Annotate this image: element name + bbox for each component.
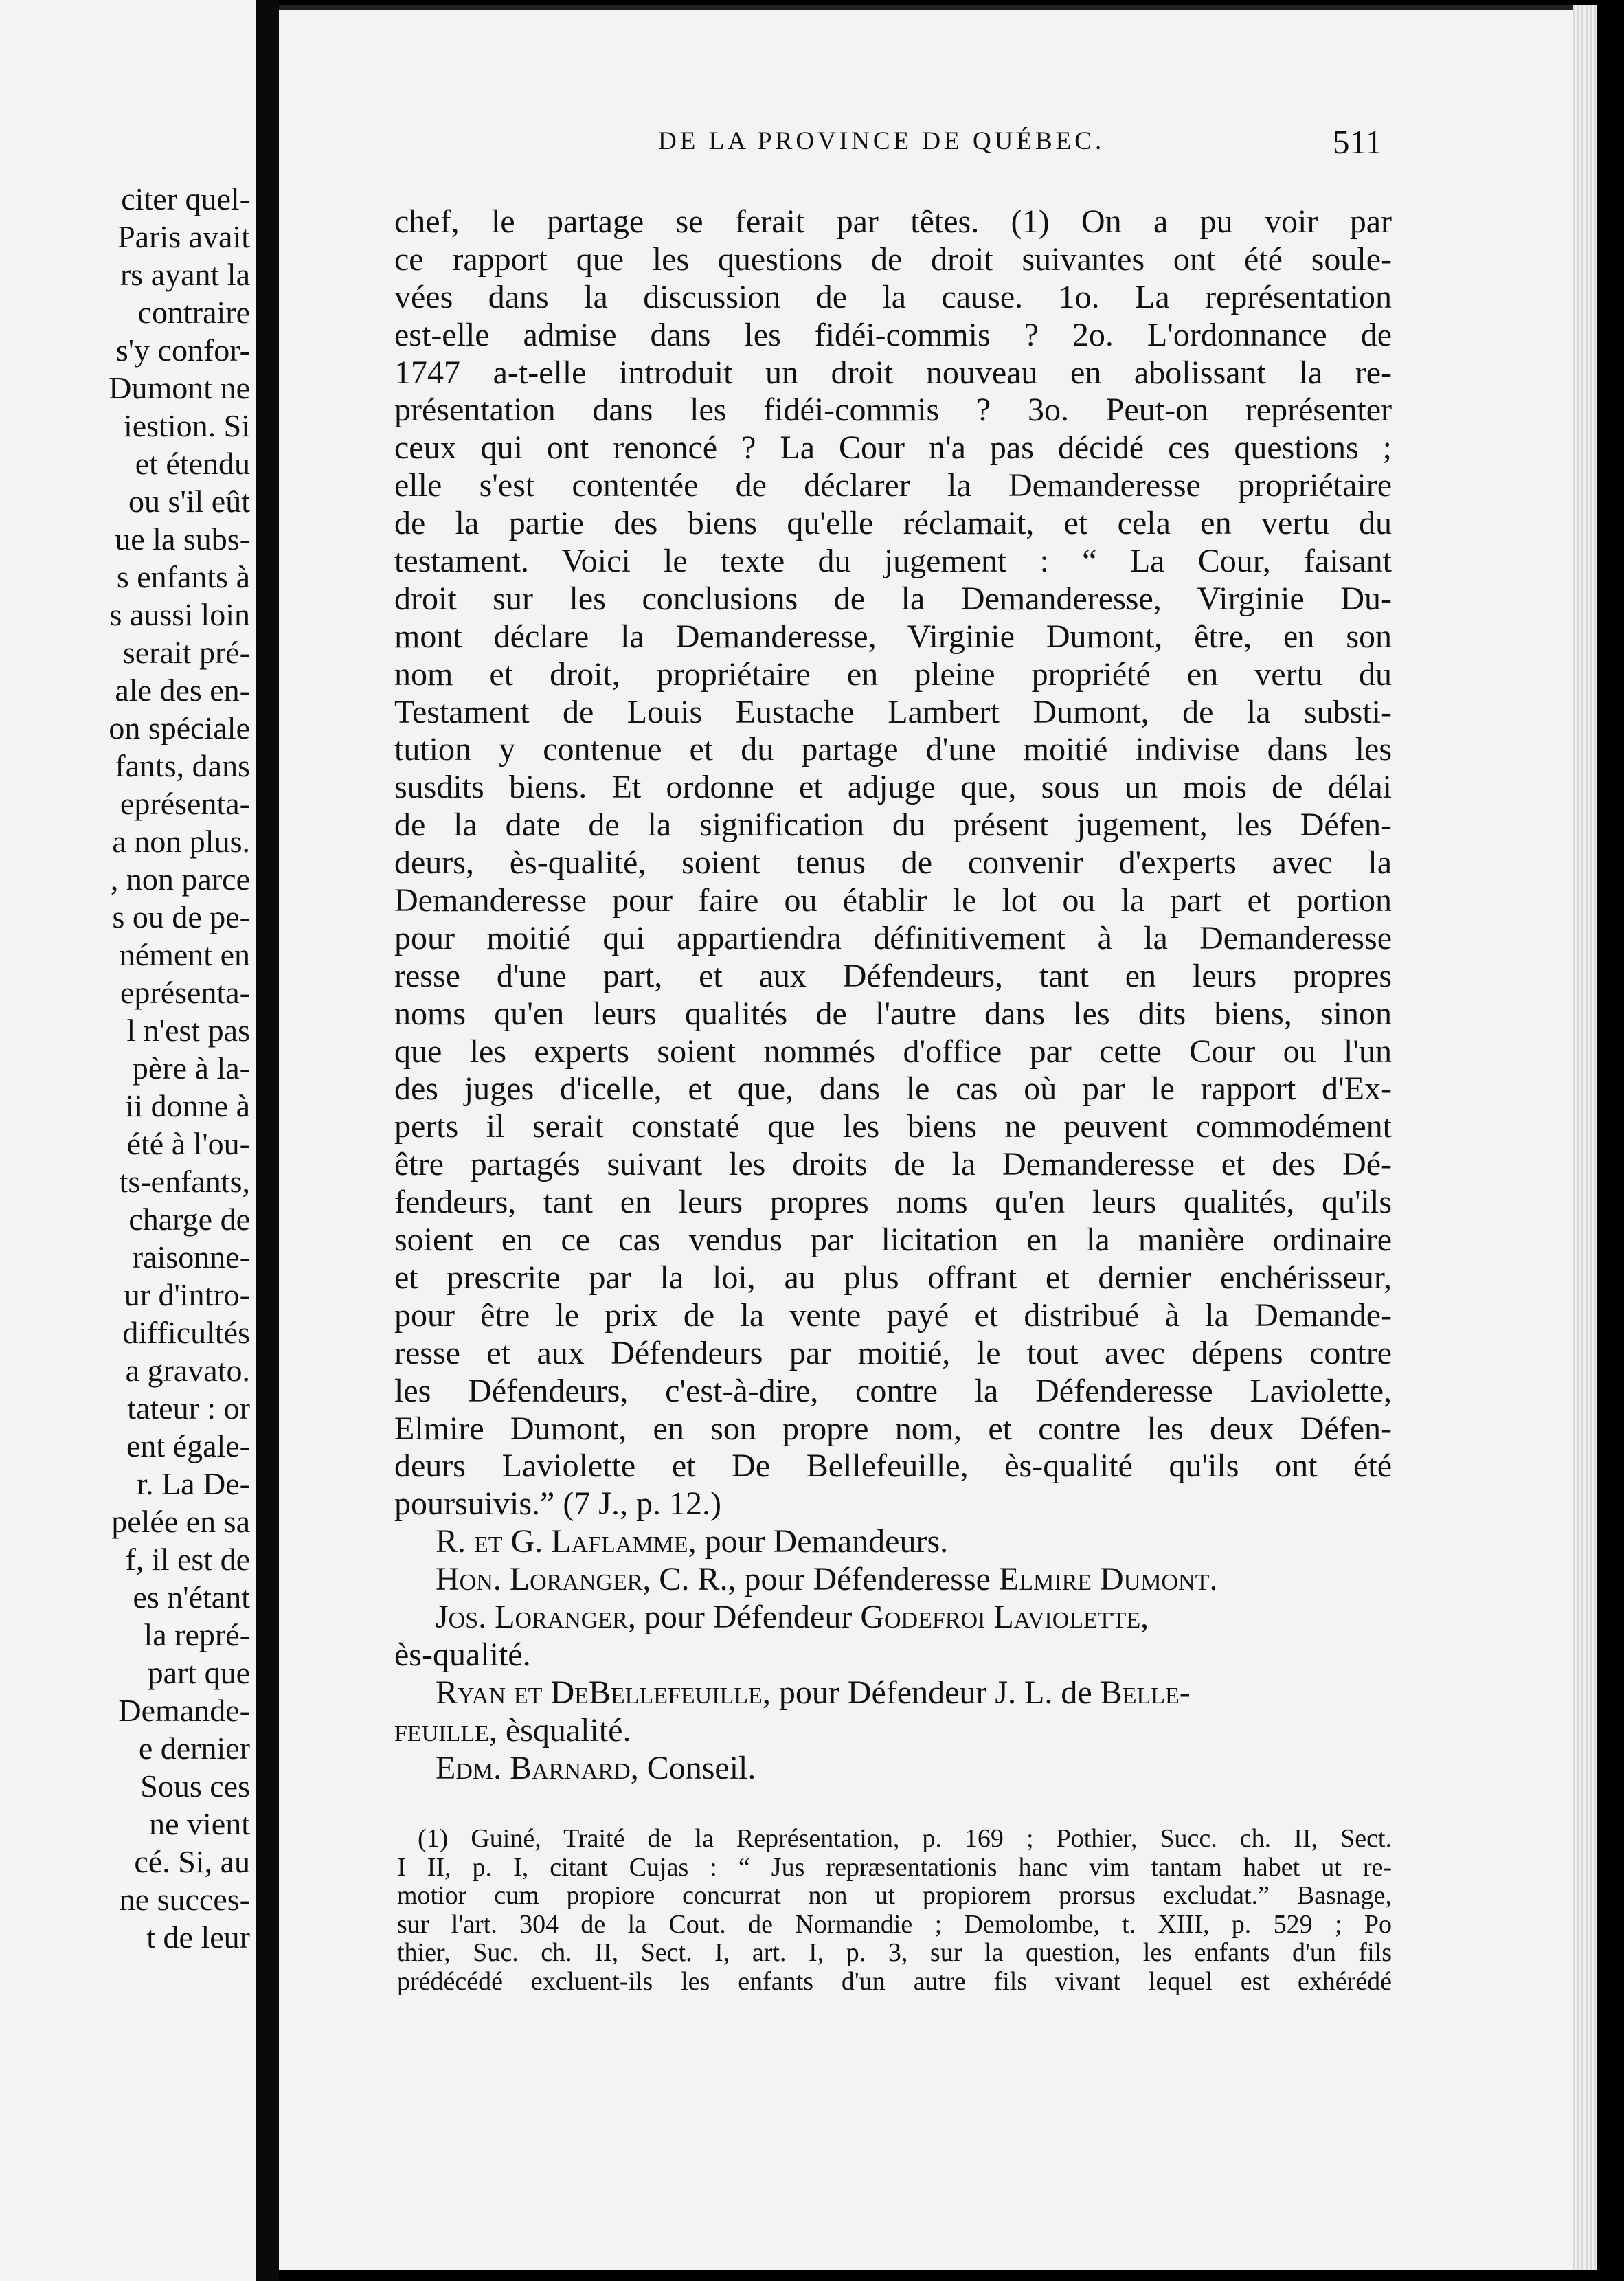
counsel-party: Belle-: [1100, 1674, 1191, 1711]
counsel-role: , Conseil.: [630, 1749, 756, 1786]
body-line: perts il serait constaté que les biens ne peuvent commodément: [394, 1108, 1392, 1145]
body-line: mont déclare la Demanderesse, Virginie Dumont, être, en son: [394, 618, 1392, 655]
footnote-line: (1) Guiné, Traité de la Représentation, p. 169 ; Pothier, Succ. ch. II, Sect.: [418, 1825, 1392, 1853]
left-page-line: eprésenta-: [120, 975, 250, 1010]
body-line: droit sur les conclusions de la Demanderesse, Virginie Du-: [394, 580, 1392, 617]
counsel-role: , pour Défendeur J. L. de: [762, 1674, 1101, 1711]
body-line: Demanderesse pour faire ou établir le lot ou la part et portion: [394, 882, 1392, 919]
counsel-line: [394, 1561, 1392, 1599]
left-page-line: ou s'il eût: [128, 484, 250, 519]
counsel-name: Edm. Barnard: [436, 1749, 631, 1786]
left-page-line: a gravato.: [125, 1353, 250, 1388]
left-page-line: charge de: [128, 1202, 250, 1237]
body-line: que les experts soient nommés d'office par cette Cour ou l'un: [394, 1033, 1392, 1070]
left-page-line: rs ayant la: [120, 257, 250, 292]
body-line: susdits biens. Et ordonne et adjuge que, sous un mois de délai: [394, 769, 1392, 806]
body-line: elle s'est contentée de déclarer la Demanderesse propriétaire: [394, 467, 1392, 504]
left-page-line: pelée en sa: [111, 1504, 250, 1539]
body-line: soient en ce cas vendus par licitation en la manière ordinaire: [394, 1222, 1392, 1259]
body-line: tution y contenue et du partage d'une moitié indivise dans les: [394, 731, 1392, 768]
left-page-line: et étendu: [135, 446, 250, 481]
body-line: et prescrite par la loi, au plus offrant et dernier enchérisseur,: [394, 1259, 1392, 1296]
left-page-text: [109, 180, 250, 1956]
left-page-line: ent égale-: [126, 1428, 250, 1463]
left-page-line: été à l'ou-: [126, 1126, 250, 1161]
counsel-party: Elmire Dumont.: [998, 1561, 1218, 1598]
body-line: poursuivis.” (7 J., p. 12.): [394, 1485, 721, 1522]
body-line: Testament de Louis Eustache Lambert Dumont, de la substi-: [394, 693, 1392, 730]
counsel-role: , èsqualité.: [488, 1711, 631, 1749]
left-page-line: citer quel-: [121, 181, 250, 216]
judgment-paragraph: [394, 203, 1392, 1523]
body-line: testament. Voici le texte du jugement : “ La Cour, faisant: [394, 543, 1392, 580]
footnote-line: sur l'art. 304 de la Cout. de Normandie ; Demolombe, t. XIII, p. 529 ; Po: [397, 1910, 1392, 1939]
body-line: de la partie des biens qu'elle réclamait, et cela en vertu du: [394, 505, 1392, 542]
left-page-line: raisonne-: [132, 1239, 250, 1274]
body-line: deurs Laviolette et De Bellefeuille, ès-qualité qu'ils ont été: [394, 1448, 1392, 1485]
body-line: Elmire Dumont, en son propre nom, et contre les deux Défen-: [394, 1410, 1392, 1447]
left-page-line: la repré-: [144, 1617, 250, 1652]
counsel-name: Jos. Loranger: [436, 1598, 628, 1635]
left-page-line: eprésenta-: [120, 786, 250, 821]
body-line: des juges d'icelle, et que, dans le cas où par le rapport d'Ex-: [394, 1070, 1392, 1108]
left-page-line: s aussi loin: [109, 597, 250, 632]
body-line: resse d'une part, et aux Défendeurs, tant en leurs propres: [394, 957, 1392, 994]
footnote-line: thier, Suc. ch. II, Sect. I, art. I, p. 3, sur la question, les enfants d'un fils: [397, 1939, 1392, 1968]
left-page-line: serait pré-: [122, 635, 250, 670]
left-page-line: ue la subs-: [115, 521, 250, 557]
left-page-line: e dernier: [138, 1731, 250, 1766]
footnote-line: motior cum propiore concurrat non ut propiorem prorsus excludat.” Basnage,: [397, 1882, 1392, 1911]
body-line: resse et aux Défendeurs par moitié, le tout avec dépens contre: [394, 1334, 1392, 1371]
counsel-line: [394, 1674, 1392, 1712]
left-page-line: on spéciale: [109, 710, 250, 745]
footnote: [397, 1825, 1392, 1997]
left-page-line: ur d'intro-: [124, 1277, 250, 1312]
counsel-role: , pour Défendeur: [627, 1598, 861, 1635]
counsel-line: [394, 1599, 1392, 1637]
counsel-line: [394, 1637, 1392, 1674]
body-line: pour être le prix de la vente payé et distribué à la Demande-: [394, 1296, 1392, 1334]
left-page-line: r. La De-: [137, 1466, 250, 1501]
body-line: est-elle admise dans les fidéi-commis ? 2o. L'ordonnance de: [394, 316, 1392, 353]
left-page-line: tateur : or: [127, 1391, 250, 1426]
counsel-party: feuille: [394, 1711, 489, 1749]
left-page-line: s ou de pe-: [112, 899, 250, 934]
body-line: pour moitié qui appartiendra définitivement à la Demanderesse: [394, 919, 1392, 956]
footnote-line: prédécédé excluent-ils les enfants d'un autre fils vivant lequel est exhérédé: [397, 1967, 1392, 1996]
footnote-line: I II, p. I, citant Cujas : “ Jus repræsentationis hanc vim tantam habet ut re-: [397, 1853, 1392, 1882]
left-page-line: ale des en-: [115, 673, 250, 708]
counsel-list: [394, 1523, 1392, 1787]
body-line: présentation dans les fidéi-commis ? 3o. Peut-on représenter: [394, 392, 1392, 429]
left-page-line: père à la-: [132, 1050, 250, 1086]
counsel-role: , pour Défenderesse: [728, 1561, 999, 1598]
body-line: deurs, ès-qualité, soient tenus de convenir d'experts avec la: [394, 844, 1392, 881]
left-page: [0, 0, 256, 2281]
body-line: ceux qui ont renoncé ? La Cour n'a pas décidé ces questions ;: [394, 429, 1392, 467]
counsel-line: [394, 1712, 1392, 1750]
counsel-line: [394, 1750, 1392, 1788]
counsel-party: Godefroi Laviolette,: [860, 1598, 1149, 1635]
left-page-line: s enfants à: [116, 559, 250, 594]
left-page-line: es n'étant: [133, 1580, 250, 1615]
counsel-line: [394, 1523, 1392, 1561]
left-page-line: cé. Si, au: [134, 1844, 250, 1879]
body-text: [394, 203, 1392, 1787]
body-line: fendeurs, tant en leurs propres noms qu'en leurs qualités, qu'ils: [394, 1184, 1392, 1221]
left-page-line: , non parce: [110, 862, 250, 897]
left-page-line: Paris avait: [117, 219, 250, 254]
left-page-line: t de leur: [146, 1920, 250, 1955]
left-page-line: difficultés: [122, 1315, 250, 1350]
body-line: nom et droit, propriétaire en pleine propriété en vertu du: [394, 655, 1392, 693]
left-page-line: contraire: [137, 295, 250, 330]
counsel-role: , pour Demandeurs.: [688, 1523, 949, 1560]
counsel-name: Ryan et DeBellefeuille: [436, 1674, 763, 1711]
page-edge: [1573, 5, 1597, 2270]
left-page-line: part que: [147, 1655, 250, 1690]
body-line: 1747 a-t-elle introduit un droit nouveau en abolissant la re-: [394, 354, 1392, 391]
left-page-line: nément en: [119, 937, 250, 972]
body-line: chef, le partage se ferait par têtes. (1) On a pu voir par: [394, 203, 1392, 240]
left-page-line: Demande-: [118, 1693, 250, 1728]
body-line: être partagés suivant les droits de la Demanderesse et des Dé-: [394, 1146, 1392, 1183]
left-page-line: ne vient: [149, 1806, 250, 1841]
body-line: les Défendeurs, c'est-à-dire, contre la Défenderesse Laviolette,: [394, 1372, 1392, 1409]
left-page-line: Sous ces: [140, 1768, 250, 1804]
counsel-continuation: ès-qualité.: [394, 1636, 531, 1673]
left-page-line: l n'est pas: [126, 1013, 250, 1048]
book-gutter: [256, 0, 279, 2281]
body-line: ce rapport que les questions de droit suivantes ont été soule-: [394, 240, 1392, 278]
body-line: noms qu'en leurs qualités de l'autre dans les dits biens, sinon: [394, 995, 1392, 1032]
counsel-name: Hon. Loranger, C. R.: [436, 1561, 728, 1598]
counsel-name: R. et G. Laflamme: [436, 1523, 688, 1560]
left-page-line: ne succes-: [119, 1882, 250, 1917]
left-page-line: f, il est de: [125, 1542, 250, 1577]
running-head: DE LA PROVINCE DE QUÉBEC.: [658, 127, 1105, 155]
page-number: 511: [1333, 123, 1382, 161]
body-line: de la date de la signification du présent jugement, les Défen-: [394, 807, 1392, 844]
top-edge: [279, 5, 1597, 10]
left-page-line: fants, dans: [115, 748, 250, 783]
left-page-line: ts-enfants,: [119, 1164, 250, 1199]
left-page-line: Dumont ne: [109, 370, 250, 405]
right-page: [279, 5, 1597, 2270]
left-page-line: ii donne à: [125, 1088, 250, 1123]
left-page-line: s'y confor-: [115, 333, 250, 368]
left-page-line: iestion. Si: [123, 408, 250, 443]
left-page-line: a non plus.: [112, 824, 250, 859]
body-line: vées dans la discussion de la cause. 1o. La représentation: [394, 278, 1392, 315]
